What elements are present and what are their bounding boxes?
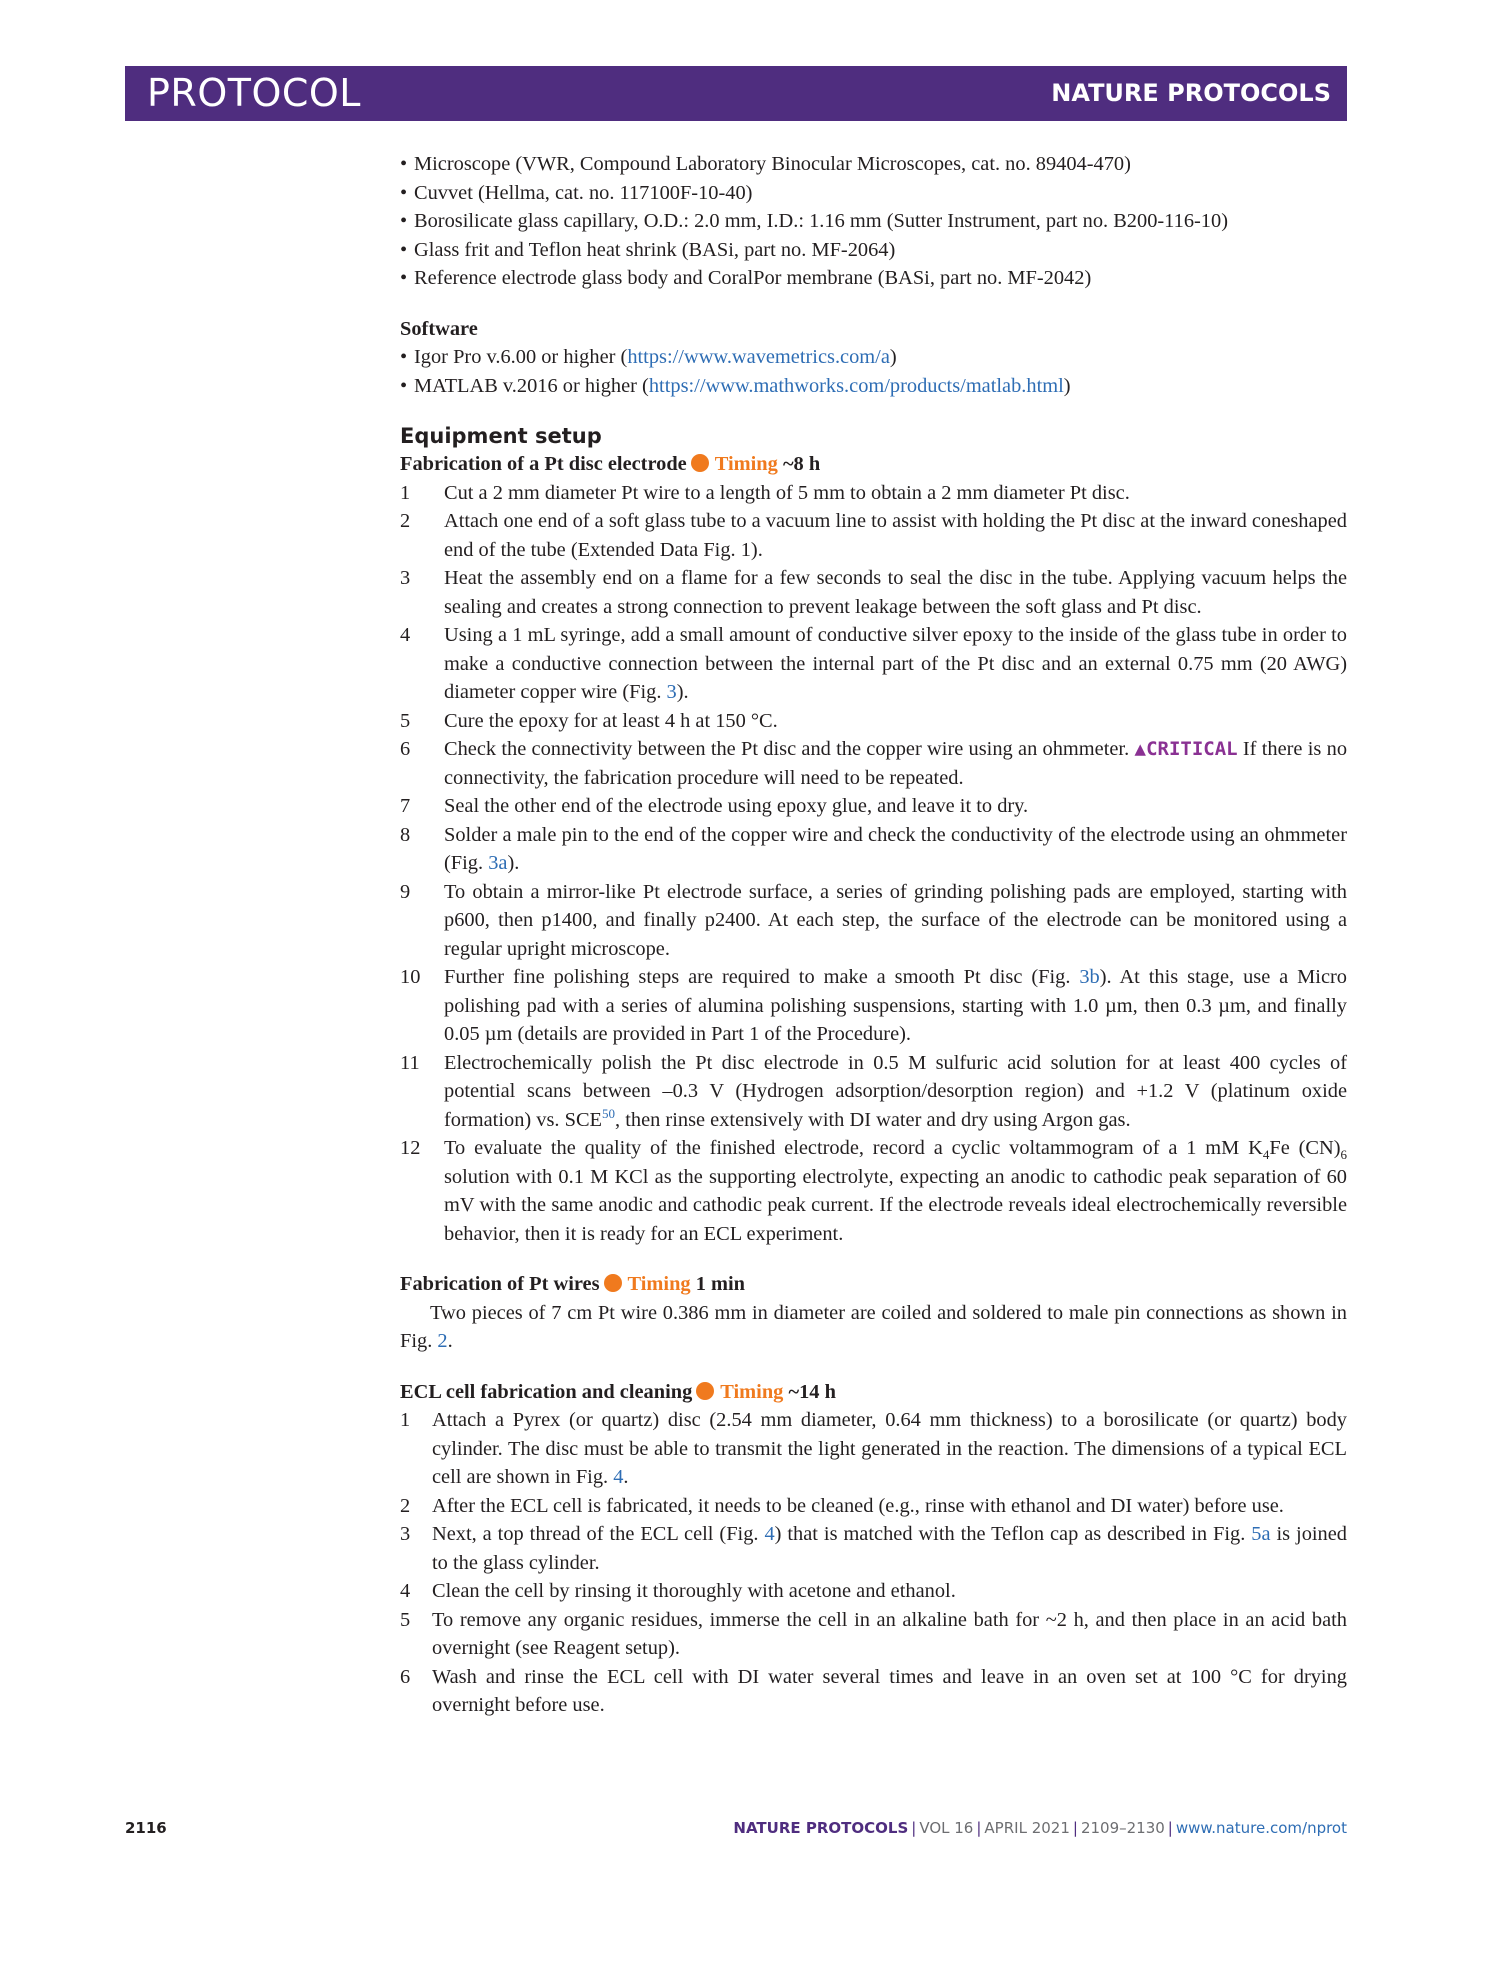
reference-link[interactable]: 50	[602, 1105, 616, 1121]
step-item: 1 Attach a Pyrex (or quartz) disc (2.54 mm diameter, 0.64 mm thickness) to a borosilicate (or quartz) body cylinder. The disc must be able to transmit the light generated in the reaction. The dimensions of a typical ECL cell are shown in Fig. 4.	[400, 1409, 1347, 1488]
step-item: 5 To remove any organic residues, immerse the cell in an alkaline bath for ~2 h, and then place in an acid bath overnight (see Reagent setup).	[400, 1608, 1347, 1659]
step-item: 6 Check the connectivity between the Pt disc and the copper wire using an ohmmeter. ▲CRITICAL If there is no connectivity, the fabrication procedure will need to be repeated.	[400, 738, 1348, 789]
timing-value: ~8 h	[782, 453, 821, 475]
list-item: • Microscope (VWR, Compound Laboratory Binocular Microscopes, cat. no. 89404-470)	[400, 150, 1347, 179]
software-list	[400, 343, 1347, 400]
list-item: • Reference electrode glass body and CoralPor membrane (BASi, part no. MF-2042)	[400, 264, 1347, 293]
timing-label: Timing	[714, 453, 778, 475]
step-item: 2 Attach one end of a soft glass tube to a vacuum line to assist with holding the Pt disc at the inward coneshaped end of the tube (Extended Data Fig. 1).	[400, 510, 1347, 561]
list-item	[400, 372, 1347, 401]
step-item: 7 Seal the other end of the electrode using epoxy glue, and leave it to dry.	[400, 795, 1029, 817]
subsection-title: Fabrication of Pt wires	[400, 1273, 600, 1295]
timing-value: ~14 h	[788, 1380, 836, 1403]
figure-link[interactable]: 3b	[1079, 966, 1100, 988]
citation: NATURE PROTOCOLS | VOL 16 | APRIL 2021 | 2109–2130 | www.nature.com/nprot	[733, 1819, 1347, 1837]
step-item: 12 To evaluate the quality of the finished electrode, record a cyclic voltammogram of a 1 mM $K_4Fe$ $(CN)_6$ solution with 0.1 M KCl as the supporting electrolyte, expecting an anodic to cathodic peak separation of 60 mV with the same anodic and cathodic peak current. If the electrode reveals ideal electrochemically reversible behavior, then it is ready for an ECL experiment.	[400, 1137, 1347, 1245]
list-item: • Borosilicate glass capillary, O.D.: 2.0 mm, I.D.: 1.16 mm (Sutter Instrument, part no. B200-116-10)	[400, 207, 1347, 236]
journal-url-link[interactable]: www.nature.com/nprot	[1175, 1819, 1347, 1837]
subsection-title: ECL cell fabrication and cleaning	[400, 1380, 693, 1403]
footer-pages: 2109–2130	[1080, 1819, 1165, 1837]
step-item: 8 Solder a male pin to the end of the copper wire and check the conductivity of the electrode using an ohmmeter (Fig. 3a).	[400, 823, 1347, 874]
mathworks-link[interactable]: https://www.mathworks.com/products/matlab.html	[648, 374, 1064, 397]
equipment-list	[400, 150, 1347, 293]
page-content	[400, 150, 1347, 1720]
timing-value: 1 min	[695, 1273, 746, 1295]
journal-label: NATURE PROTOCOLS	[1051, 79, 1331, 107]
page-header	[125, 66, 1347, 121]
step-item: 10 Further fine polishing steps are required to make a smooth Pt disc (Fig. 3b). At this stage, use a Micro polishing pad with a series of alumina polishing suspensions, starting with 1.0 µm, then 0.3 µm, and finally 0.05 µm (details are provided in Part 1 of the Procedure).	[400, 966, 1347, 1045]
pt-wires-paragraph: Two pieces of 7 cm Pt wire 0.386 mm in diameter are coiled and soldered to male pin connections as shown in Fig. 2.	[400, 1301, 1347, 1352]
list-item: • Glass frit and Teflon heat shrink (BASi, part no. MF-2064)	[400, 236, 1347, 265]
pt-disc-heading	[400, 450, 1347, 479]
step-item: 3 Next, a top thread of the ECL cell (Fig. 4) that is matched with the Teflon cap as described in Fig. 5a is joined to the glass cylinder.	[400, 1523, 1347, 1574]
item-text: Igor Pro v.6.00 or higher (	[414, 346, 628, 368]
step-item: 11 Electrochemically polish the Pt disc electrode in 0.5 M sulfuric acid solution for at least 400 cycles of potential scans between –0.3 V (Hydrogen adsorption/desorption region) and +1.2 V (platinum oxide formation) vs. SCE$^{50}$, then rinse extensively with DI water and dry using Argon gas.	[400, 1051, 1347, 1131]
step-item: 3 Heat the assembly end on a flame for a few seconds to seal the disc in the tube. Applying vacuum helps the sealing and creates a strong connection to prevent leakage between the soft glass and Pt disc.	[400, 567, 1347, 618]
step-item: 6 Wash and rinse the ECL cell with DI water several times and leave in an oven set at 100 °C for drying overnight before use.	[400, 1665, 1347, 1716]
figure-link[interactable]: 5a	[1251, 1523, 1271, 1545]
item-text: )	[889, 346, 897, 368]
wavemetrics-link[interactable]: https://www.wavemetrics.com/a	[627, 346, 890, 368]
timing-label: Timing	[627, 1273, 691, 1295]
ecl-cell-heading	[400, 1378, 1347, 1407]
section-label: PROTOCOL	[147, 71, 361, 115]
ecl-cell-steps	[400, 1406, 1347, 1720]
step-item: 5 Cure the epoxy for at least 4 h at 150 °C.	[400, 709, 778, 732]
item-text: )	[1063, 374, 1071, 397]
step-item: 1 Cut a 2 mm diameter Pt wire to a length of 5 mm to obtain a 2 mm diameter Pt disc.	[400, 481, 1130, 504]
item-text: MATLAB v.2016 or higher (	[414, 374, 649, 397]
figure-link[interactable]: 3a	[488, 852, 508, 874]
critical-badge: ▲CRITICAL	[1134, 738, 1238, 760]
figure-link[interactable]: 4	[613, 1466, 624, 1488]
pt-wires-heading	[400, 1270, 1347, 1299]
page-footer	[125, 1819, 1347, 1843]
timing-dot-icon	[604, 1274, 622, 1292]
step-item: 4 Using a 1 mL syringe, add a small amount of conductive silver epoxy to the inside of the glass tube in order to make a conductive connection between the internal part of the Pt disc and an external 0.75 mm (20 AWG) diameter copper wire (Fig. 3).	[400, 624, 1347, 703]
footer-volume: VOL 16	[919, 1819, 974, 1837]
equipment-setup-heading: Equipment setup	[400, 424, 602, 448]
step-item: 9 To obtain a mirror-like Pt electrode surface, a series of grinding polishing pads are employed, starting with p600, then p1400, and finally p2400. At each step, the surface of the electrode can be monitored using a regular upright microscope.	[400, 880, 1347, 960]
timing-dot-icon	[691, 454, 709, 472]
pt-disc-steps	[400, 479, 1347, 1249]
step-item: 2 After the ECL cell is fabricated, it needs to be cleaned (e.g., rinse with ethanol and DI water) before use.	[400, 1494, 1284, 1517]
list-item	[400, 343, 1347, 372]
figure-link[interactable]: 2	[437, 1330, 448, 1352]
timing-dot-icon	[696, 1382, 714, 1400]
list-item: • Cuvvet (Hellma, cat. no. 117100F-10-40)	[400, 179, 1347, 208]
timing-label: Timing	[720, 1380, 784, 1403]
footer-date: APRIL 2021	[984, 1819, 1070, 1837]
software-heading: Software	[400, 317, 478, 340]
figure-link[interactable]: 4	[764, 1523, 775, 1545]
subsection-title: Fabrication of a Pt disc electrode	[400, 453, 687, 475]
footer-journal: NATURE PROTOCOLS	[733, 1819, 909, 1837]
figure-link[interactable]: 3	[666, 681, 677, 703]
step-item: 4 Clean the cell by rinsing it thoroughly with acetone and ethanol.	[400, 1580, 956, 1602]
page-number: 2116	[125, 1819, 167, 1837]
